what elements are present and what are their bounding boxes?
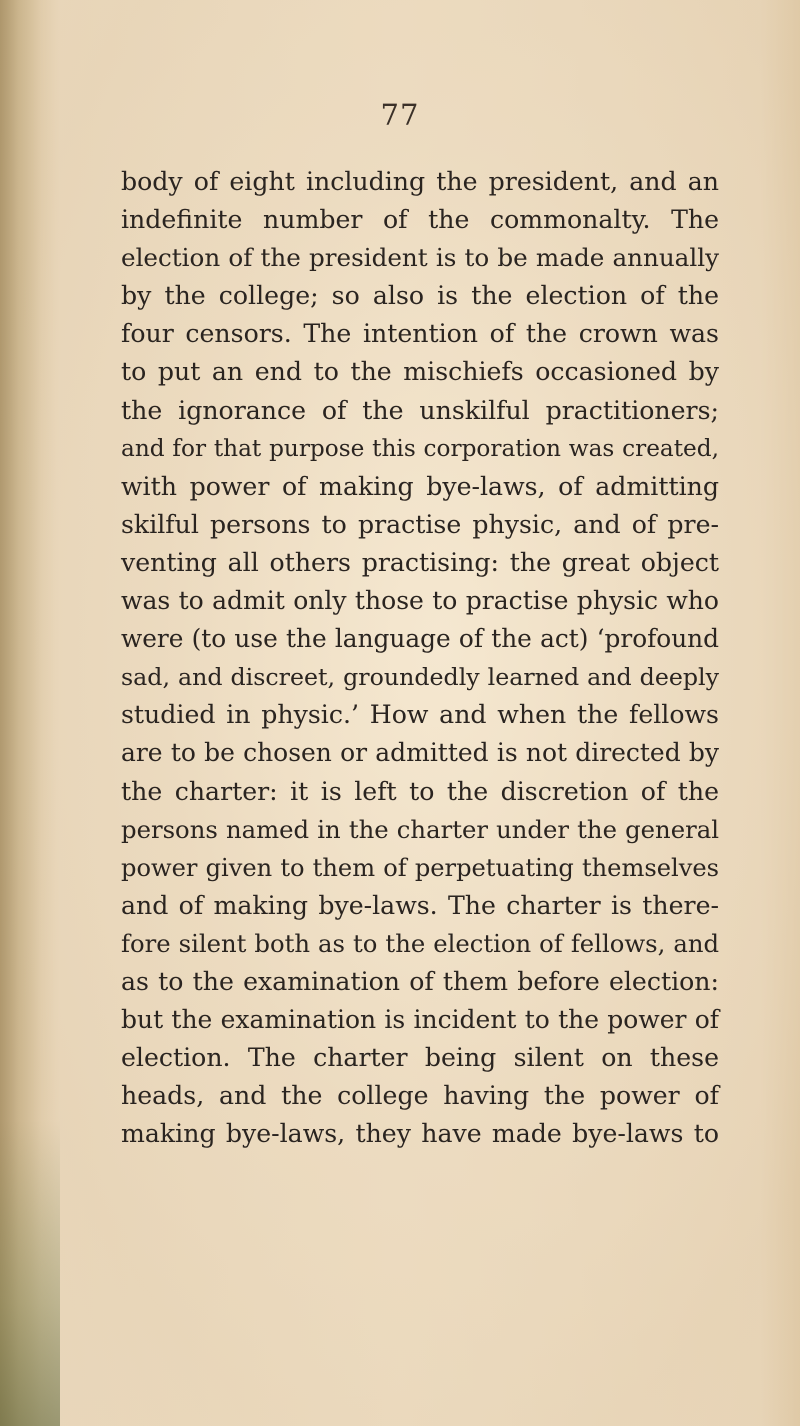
text-line: making bye-laws, they have made bye-laws to <box>121 1119 719 1149</box>
text-line: body of eight including the president, and an <box>121 167 719 196</box>
text-line: skilful persons to practise physic, and of pre- <box>121 509 719 539</box>
text-line: were (to use the language of the act) ‘profound <box>121 624 719 654</box>
page-number: 77 <box>380 98 420 132</box>
text-line: and of making bye-laws. The charter is there- <box>121 890 719 920</box>
text-line: but the examination is incident to the power of <box>121 1005 719 1035</box>
text-line: are to be chosen or admitted is not directed by <box>121 738 719 768</box>
text-line: by the college; so also is the election of the <box>121 281 719 311</box>
text-line: as to the examination of them before election: <box>121 966 719 996</box>
text-line: indefinite number of the commonalty. The <box>121 205 719 235</box>
text-line: election. The charter being silent on these <box>121 1043 719 1073</box>
text-line: studied in physic.’ How and when the fellows <box>121 700 719 730</box>
text-line: persons named in the charter under the general <box>121 814 719 844</box>
text-line: venting all others practising: the great object <box>121 547 719 577</box>
text-line: power given to them of perpetuating themselves <box>121 853 719 882</box>
body-text <box>121 163 719 1153</box>
binding-gutter-stain <box>0 1120 60 1426</box>
text-line: heads, and the college having the power of <box>121 1081 719 1111</box>
text-line: sad, and discreet, groundedly learned and deeply <box>121 663 719 692</box>
text-line: with power of making bye-laws, of admitting <box>121 471 719 501</box>
text-line: to put an end to the mischiefs occasioned by <box>121 357 719 387</box>
text-line: fore silent both as to the election of fellows, and <box>121 928 719 958</box>
text-line: the charter: it is left to the discretion of the <box>121 776 719 806</box>
text-line: four censors. The intention of the crown was <box>121 319 719 349</box>
text-line: and for that purpose this corporation was created, <box>121 434 719 462</box>
text-line: was to admit only those to practise physic who <box>121 586 719 616</box>
text-line: election of the president is to be made annually <box>121 243 719 273</box>
text-line: the ignorance of the unskilful practitioners; <box>121 395 719 425</box>
